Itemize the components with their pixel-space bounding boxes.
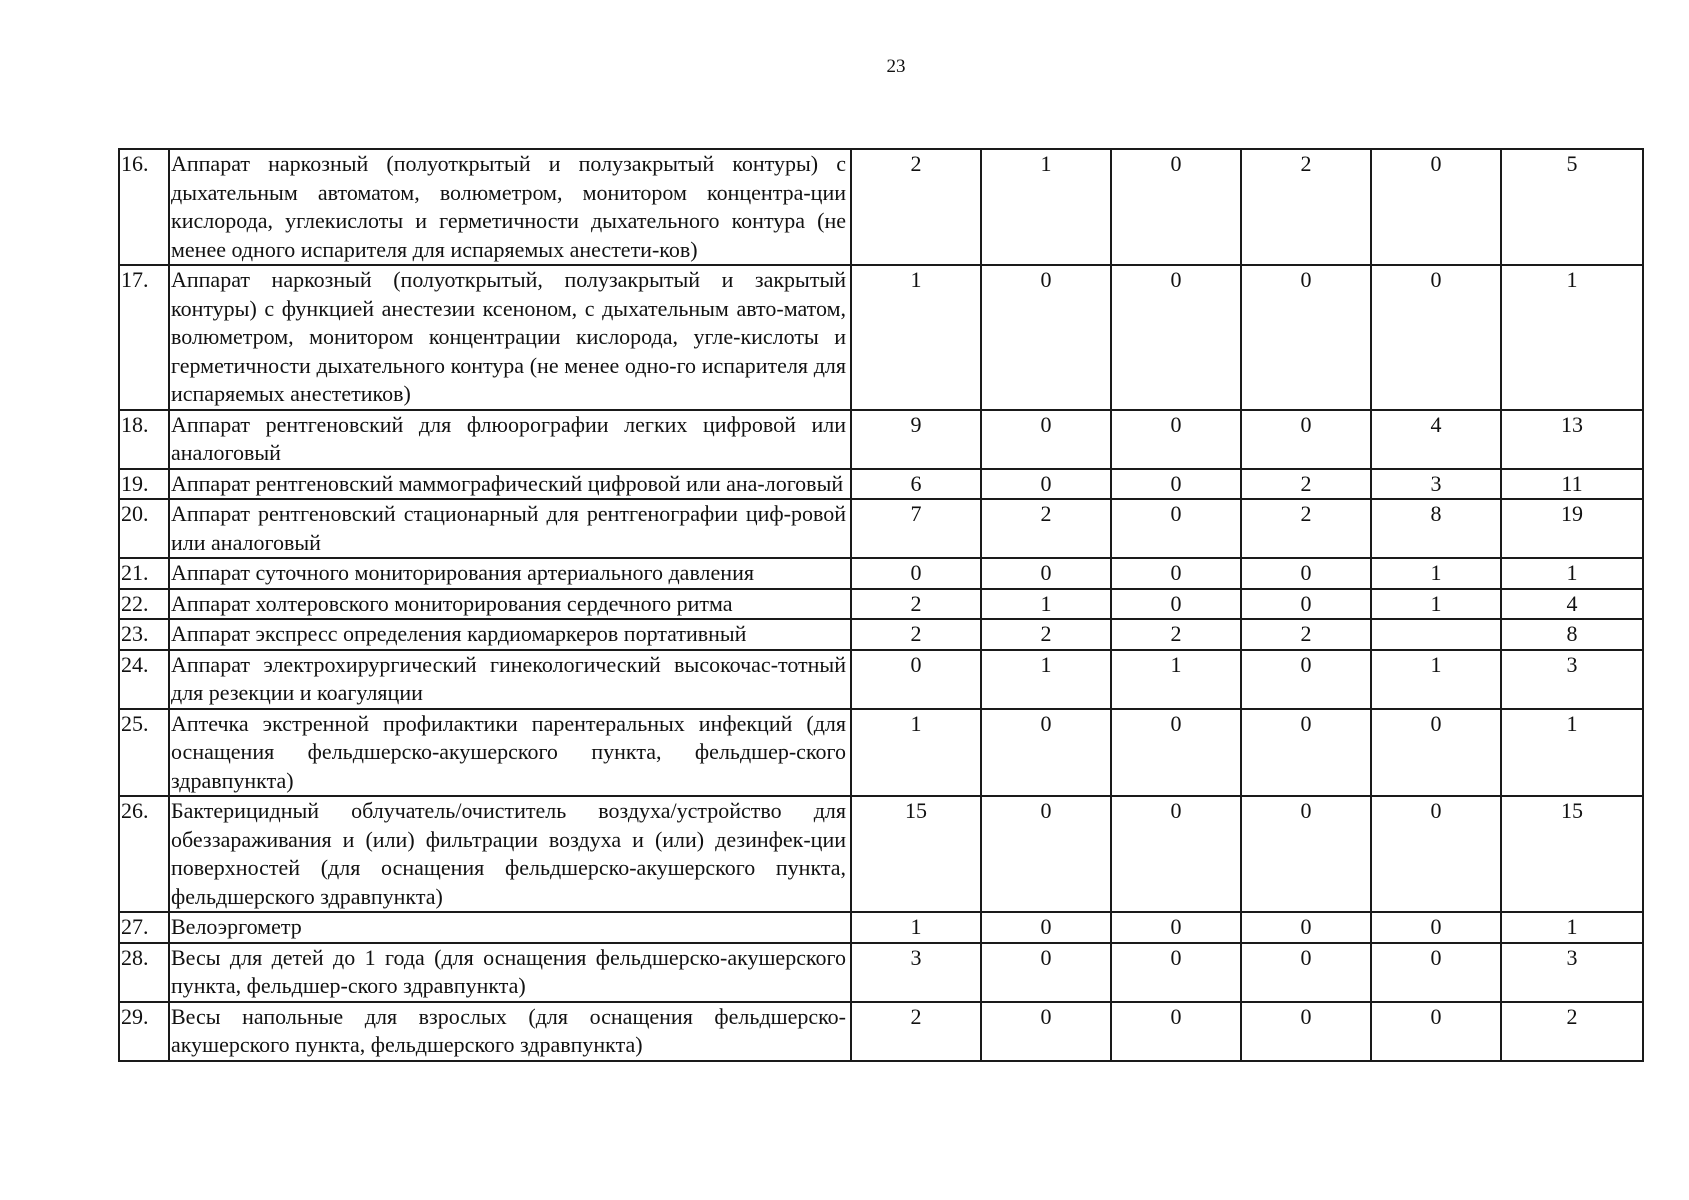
row-number: 20. xyxy=(119,499,169,558)
value-col-4: 0 xyxy=(1241,558,1371,589)
value-col-4: 0 xyxy=(1241,943,1371,1002)
row-number: 19. xyxy=(119,469,169,500)
equipment-name: Весы напольные для взрослых (для оснащения фельдшерско-акушерского пункта, фельдшерского здравпункта) xyxy=(169,1002,851,1061)
row-number: 22. xyxy=(119,589,169,620)
value-col-2: 1 xyxy=(981,650,1111,709)
value-col-3: 0 xyxy=(1111,469,1241,500)
value-total: 8 xyxy=(1501,619,1643,650)
value-total: 3 xyxy=(1501,650,1643,709)
value-col-2: 0 xyxy=(981,796,1111,912)
value-col-3: 0 xyxy=(1111,589,1241,620)
value-total: 1 xyxy=(1501,709,1643,797)
value-total: 5 xyxy=(1501,149,1643,265)
value-col-5: 0 xyxy=(1371,912,1501,943)
value-total: 2 xyxy=(1501,1002,1643,1061)
table-row xyxy=(119,912,1643,943)
value-col-1: 0 xyxy=(851,558,981,589)
value-total: 1 xyxy=(1501,912,1643,943)
value-col-3: 0 xyxy=(1111,796,1241,912)
row-number: 23. xyxy=(119,619,169,650)
value-col-5: 1 xyxy=(1371,558,1501,589)
table-body xyxy=(119,149,1643,1061)
value-col-1: 2 xyxy=(851,149,981,265)
equipment-name: Аппарат наркозный (полуоткрытый и полузакрытый контуры) с дыхательным автоматом, волюметром, монитором концентра-ции кислорода, углекислоты и герметичности дыхательного контура (не менее одного испарителя для испаряемых анестети-ков) xyxy=(169,149,851,265)
equipment-name: Аптечка экстренной профилактики парентеральных инфекций (для оснащения фельдшерско-акушерского пункта, фельдшер-ского здравпункта) xyxy=(169,709,851,797)
value-col-4: 2 xyxy=(1241,499,1371,558)
value-col-3: 0 xyxy=(1111,499,1241,558)
value-col-4: 0 xyxy=(1241,589,1371,620)
equipment-name: Аппарат экспресс определения кардиомаркеров портативный xyxy=(169,619,851,650)
page-number: 23 xyxy=(886,56,906,77)
value-col-4: 0 xyxy=(1241,709,1371,797)
value-col-5: 1 xyxy=(1371,650,1501,709)
value-col-2: 0 xyxy=(981,1002,1111,1061)
value-col-1: 1 xyxy=(851,912,981,943)
value-col-4: 0 xyxy=(1241,650,1371,709)
row-number: 17. xyxy=(119,265,169,410)
value-col-5: 0 xyxy=(1371,265,1501,410)
value-total: 11 xyxy=(1501,469,1643,500)
value-col-1: 15 xyxy=(851,796,981,912)
value-col-3: 0 xyxy=(1111,709,1241,797)
equipment-name: Аппарат рентгеновский маммографический цифровой или ана-логовый xyxy=(169,469,851,500)
value-col-1: 1 xyxy=(851,265,981,410)
row-number: 29. xyxy=(119,1002,169,1061)
value-col-1: 2 xyxy=(851,1002,981,1061)
value-col-1: 3 xyxy=(851,943,981,1002)
equipment-name: Велоэргометр xyxy=(169,912,851,943)
value-total: 15 xyxy=(1501,796,1643,912)
value-col-5: 1 xyxy=(1371,589,1501,620)
value-col-2: 0 xyxy=(981,558,1111,589)
value-col-1: 9 xyxy=(851,410,981,469)
table-row xyxy=(119,943,1643,1002)
value-col-3: 0 xyxy=(1111,410,1241,469)
value-col-5: 4 xyxy=(1371,410,1501,469)
table-row xyxy=(119,1002,1643,1061)
value-total: 1 xyxy=(1501,558,1643,589)
value-col-5: 3 xyxy=(1371,469,1501,500)
value-col-2: 2 xyxy=(981,619,1111,650)
value-col-4: 0 xyxy=(1241,912,1371,943)
row-number: 28. xyxy=(119,943,169,1002)
value-col-1: 6 xyxy=(851,469,981,500)
value-col-3: 0 xyxy=(1111,912,1241,943)
row-number: 24. xyxy=(119,650,169,709)
value-col-3: 0 xyxy=(1111,943,1241,1002)
value-total: 3 xyxy=(1501,943,1643,1002)
value-col-5: 0 xyxy=(1371,149,1501,265)
table-row xyxy=(119,589,1643,620)
row-number: 26. xyxy=(119,796,169,912)
value-col-3: 0 xyxy=(1111,1002,1241,1061)
equipment-name: Аппарат рентгеновский стационарный для рентгенографии циф-ровой или аналоговый xyxy=(169,499,851,558)
value-col-5: 0 xyxy=(1371,709,1501,797)
equipment-name: Аппарат холтеровского мониторирования сердечного ритма xyxy=(169,589,851,620)
value-col-2: 2 xyxy=(981,499,1111,558)
table-row xyxy=(119,499,1643,558)
value-col-3: 2 xyxy=(1111,619,1241,650)
equipment-name: Аппарат суточного мониторирования артериального давления xyxy=(169,558,851,589)
value-col-4: 2 xyxy=(1241,149,1371,265)
value-col-5: 0 xyxy=(1371,943,1501,1002)
value-total: 13 xyxy=(1501,410,1643,469)
row-number: 18. xyxy=(119,410,169,469)
value-col-4: 0 xyxy=(1241,410,1371,469)
value-col-2: 0 xyxy=(981,265,1111,410)
value-col-4: 0 xyxy=(1241,1002,1371,1061)
value-col-3: 0 xyxy=(1111,558,1241,589)
equipment-name: Аппарат рентгеновский для флюорографии легких цифровой или аналоговый xyxy=(169,410,851,469)
table-row xyxy=(119,650,1643,709)
value-col-5: 0 xyxy=(1371,1002,1501,1061)
table-row xyxy=(119,796,1643,912)
table-row xyxy=(119,410,1643,469)
value-col-1: 2 xyxy=(851,619,981,650)
table-row xyxy=(119,469,1643,500)
equipment-table xyxy=(118,148,1644,1062)
value-col-4: 2 xyxy=(1241,469,1371,500)
value-col-3: 1 xyxy=(1111,650,1241,709)
row-number: 27. xyxy=(119,912,169,943)
value-col-2: 0 xyxy=(981,943,1111,1002)
value-col-4: 0 xyxy=(1241,265,1371,410)
value-col-3: 0 xyxy=(1111,149,1241,265)
table-row xyxy=(119,558,1643,589)
table-row xyxy=(119,265,1643,410)
value-col-2: 1 xyxy=(981,149,1111,265)
value-col-2: 0 xyxy=(981,709,1111,797)
value-col-2: 0 xyxy=(981,410,1111,469)
equipment-name: Бактерицидный облучатель/очиститель воздуха/устройство для обеззараживания и (или) фильтрации воздуха и (или) дезинфек-ции поверхностей (для оснащения фельдшерско-акушерского пункта, фельдшерского здравпункта) xyxy=(169,796,851,912)
value-col-2: 1 xyxy=(981,589,1111,620)
value-col-2: 0 xyxy=(981,469,1111,500)
value-col-4: 0 xyxy=(1241,796,1371,912)
value-total: 4 xyxy=(1501,589,1643,620)
row-number: 21. xyxy=(119,558,169,589)
value-col-2: 0 xyxy=(981,912,1111,943)
value-col-1: 0 xyxy=(851,650,981,709)
value-col-1: 1 xyxy=(851,709,981,797)
value-total: 19 xyxy=(1501,499,1643,558)
value-total: 1 xyxy=(1501,265,1643,410)
value-col-4: 2 xyxy=(1241,619,1371,650)
value-col-5: 8 xyxy=(1371,499,1501,558)
value-col-5 xyxy=(1371,619,1501,650)
value-col-1: 7 xyxy=(851,499,981,558)
equipment-name: Аппарат электрохирургический гинекологический высокочас-тотный для резекции и коагуляции xyxy=(169,650,851,709)
equipment-name: Аппарат наркозный (полуоткрытый, полузакрытый и закрытый контуры) с функцией анестезии ксеноном, с дыхательным авто-матом, волюметром, монитором концентрации кислорода, угле-кислоты и герметичности дыхательного контура (не менее одно-го испарителя для испаряемых анестетиков) xyxy=(169,265,851,410)
row-number: 16. xyxy=(119,149,169,265)
value-col-3: 0 xyxy=(1111,265,1241,410)
row-number: 25. xyxy=(119,709,169,797)
value-col-1: 2 xyxy=(851,589,981,620)
table-row xyxy=(119,709,1643,797)
table-row xyxy=(119,149,1643,265)
equipment-name: Весы для детей до 1 года (для оснащения фельдшерско-акушерского пункта, фельдшер-ского здравпункта) xyxy=(169,943,851,1002)
value-col-5: 0 xyxy=(1371,796,1501,912)
table-row xyxy=(119,619,1643,650)
